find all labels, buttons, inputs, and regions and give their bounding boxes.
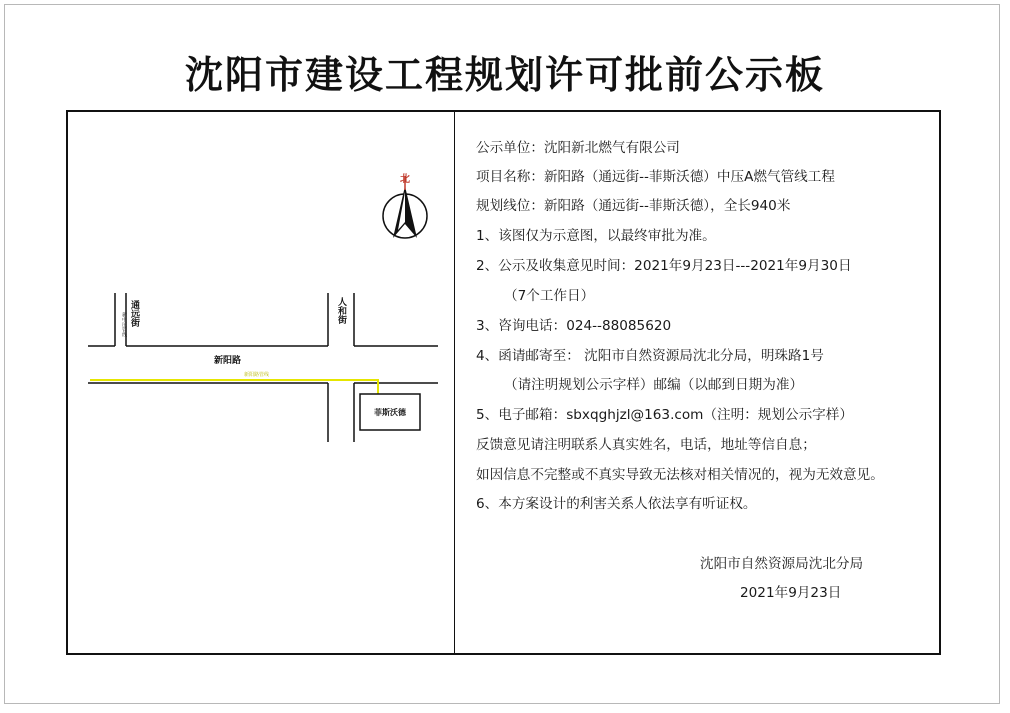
site-map <box>68 112 454 653</box>
item-1: 1、该图仅为示意图，以最终审批为准。 <box>476 228 716 244</box>
item-5-email: 5、电子邮箱：sbxqghjzl@163.com（注明：规划公示字样） <box>476 407 853 423</box>
item-4-note: （请注明规划公示字样）邮编（以邮到日期为准） <box>504 377 804 393</box>
route-info: 规划线位：新阳路（通远街--菲斯沃德），全长940米 <box>476 198 791 214</box>
item-6: 6、本方案设计的利害关系人依法享有听证权。 <box>476 496 757 512</box>
signature-date: 2021年9月23日 <box>740 585 842 601</box>
label-renhe: 人和街 <box>336 297 346 324</box>
item-3-phone: 3、咨询电话：024--88085620 <box>476 318 672 334</box>
label-tongyuan: 通远街 <box>129 300 139 327</box>
publicizing-unit: 公示单位：沈阳新北燃气有限公司 <box>476 140 680 156</box>
north-arrow-icon <box>383 173 427 238</box>
label-tongyuan-sub: 新中压管线 <box>121 312 127 337</box>
label-xinyang: 新阳路 <box>214 356 242 366</box>
item-4-mail: 4、函请邮寄至： 沈阳市自然资源局沈北分局，明珠路1号 <box>476 348 824 364</box>
item-2-duration: （7个工作日） <box>504 288 595 304</box>
north-marker: 北 <box>400 174 410 185</box>
page-title: 沈阳市建设工程规划许可批前公示板 <box>184 52 825 97</box>
project-name: 项目名称：新阳路（通远街--菲斯沃德）中压A燃气管线工程 <box>476 169 835 185</box>
label-feisiwode: 菲斯沃德 <box>374 408 406 417</box>
pipeline-route <box>90 380 378 394</box>
map-panel <box>68 112 455 653</box>
note-feedback: 反馈意见请注明联系人真实姓名，电话，地址等信自息； <box>476 437 816 453</box>
item-2: 2、公示及收集意见时间：2021年9月23日---2021年9月30日 <box>476 258 852 274</box>
signature-org: 沈阳市自然资源局沈北分局 <box>700 556 864 572</box>
notice-board <box>66 110 941 655</box>
label-pipeline: 新阳路管线 <box>244 372 270 378</box>
note-invalid: 如因信息不完整或不真实导致无法核对相关情况的，视为无效意见。 <box>476 467 884 483</box>
